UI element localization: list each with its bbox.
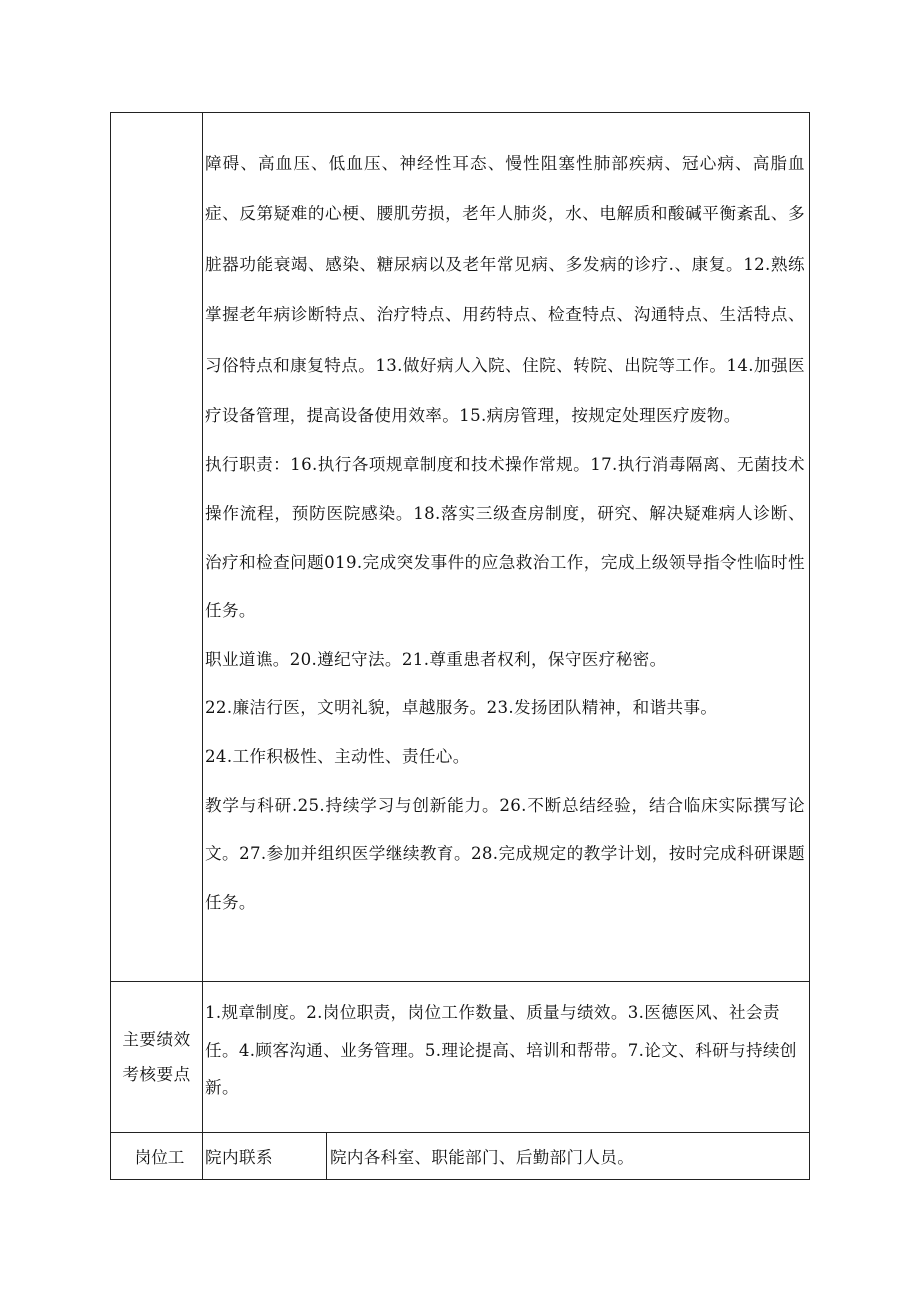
kpi-content-text: 1.规章制度。2.岗位职责，岗位工作数量、质量与绩效。3.医德医风、社会责任。4.顾客沟通、业务管理。5.理论提高、培训和帮带。7.论文、科研与持续创新。: [205, 1003, 797, 1097]
relations-row: [111, 1133, 810, 1180]
duties-content-cell: [203, 113, 810, 982]
kpi-content-cell: [203, 982, 810, 1133]
duties-label-cell: [111, 113, 203, 982]
job-description-table: [110, 112, 810, 1180]
relations-sub-label: 院内联系: [203, 1133, 327, 1180]
duties-paragraph: 24.工作积极性、主动性、责任心。: [205, 747, 470, 766]
relations-label: 岗位工: [111, 1133, 203, 1180]
duties-paragraph: 执行职责：16.执行各项规章制度和技术操作常规。17.执行消毒隔离、无菌技术操作流程，预防医院感染。18.落实三级查房制度，研究、解决疑难病人诊断、治疗和检查问题019.完成突发事件的应急救治工作，完成上级领导指令性临时性任务。: [205, 455, 805, 621]
kpi-label-cell: [111, 982, 203, 1133]
kpi-label-line2: 考核要点: [122, 1065, 191, 1084]
kpi-label-line1: 主要绩效: [122, 1030, 191, 1049]
duties-row: [111, 113, 810, 982]
duties-paragraph: 职业道谯。20.遵纪守法。21.尊重患者权利，保守医疗秘密。: [205, 649, 667, 669]
duties-paragraph: 障碍、高血压、低血压、神经性耳态、慢性阻塞性肺部疾病、冠心病、高脂血症、反第疑难的心梗、腰肌劳损，老年人肺炎，水、电解质和酸碱平衡紊乱、多脏器功能衰竭、感染、糖尿病以及老年常见病、多发病的诊疗.、康复。12.熟练掌握老年病诊断特点、治疗特点、用药特点、检查特点、沟通特点、生活特点、习俗特点和康复特点。13.做好病人入院、住院、转院、出院等工作。14.加强医疗设备管理，提高设备使用效率。15.病房管理，按规定处理医疗废物。: [205, 154, 805, 426]
kpi-row: [111, 982, 810, 1133]
duties-paragraph: 教学与科研.25.持续学习与创新能力。26.不断总结经验，结合临床实际撰写论文。27.参加并组织医学继续教育。28.完成规定的教学计划，按时完成科研课题任务。: [205, 795, 805, 912]
duties-paragraph: 22.廉洁行医，文明礼貌，卓越服务。23.发扬团队精神，和谐共事。: [205, 698, 718, 718]
relations-content: 院内各科室、职能部门、后勤部门人员。: [327, 1133, 810, 1180]
